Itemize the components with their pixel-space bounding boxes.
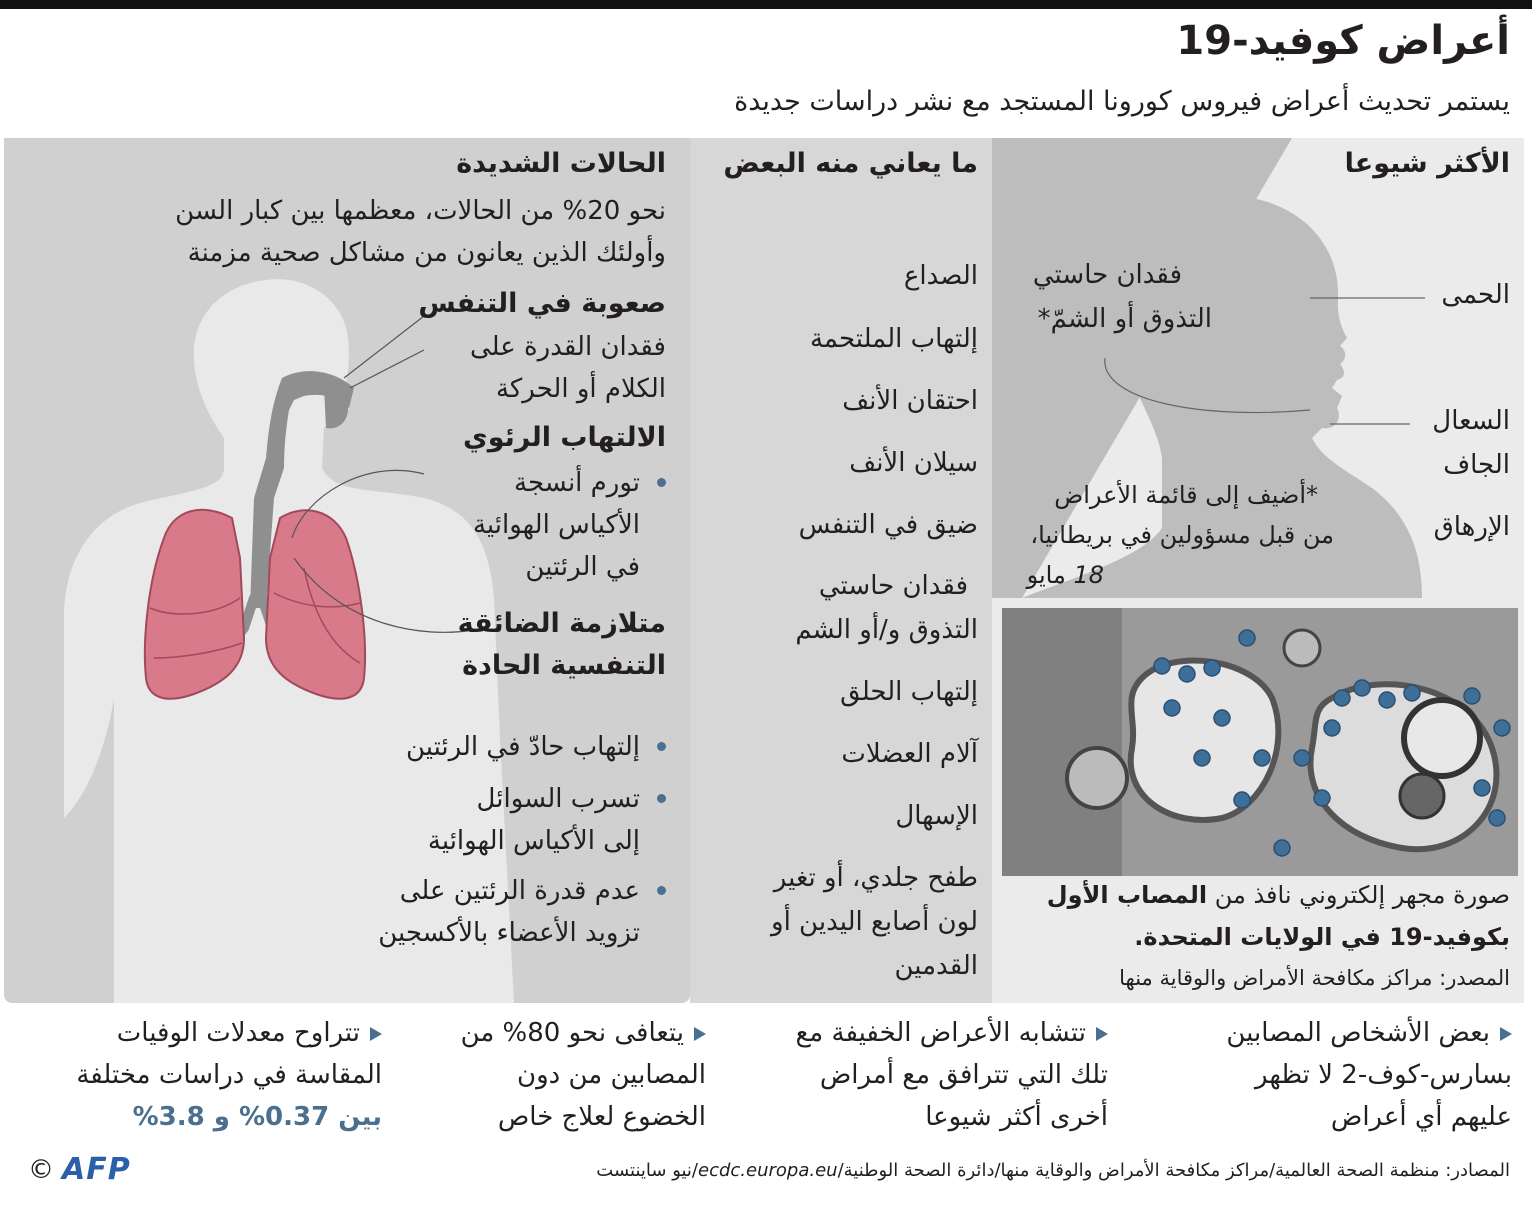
note-2-line-1: تتشابه الأعراض الخفيفة مع [795, 1018, 1086, 1048]
ards-heading-1: متلازمة الضائقة [457, 608, 666, 639]
severe-desc-1: نحو 20% من الحالات، معظمها بين كبار السن [175, 196, 666, 226]
electron-microscope-photo [1002, 608, 1518, 876]
breathing-difficulty-line-2: الكلام أو الحركة [495, 374, 666, 404]
severe-heading: الحالات الشديدة [456, 148, 666, 179]
sources-c: /نيو ساينتست [596, 1160, 698, 1181]
virus-image [1002, 608, 1518, 876]
panel-some-suffer [690, 138, 992, 1003]
note-2-line-2: تلك التي تترافق مع أمراض [819, 1060, 1108, 1090]
mortality-range: 0.37% و 3.8% [132, 1102, 330, 1132]
triangle-icon [694, 1027, 706, 1041]
breathing-difficulty-heading: صعوبة في التنفس [418, 288, 666, 319]
note-1-line-1: بعض الأشخاص المصابين [1226, 1018, 1490, 1048]
note-2-line-3: أخرى أكثر شيوعا [925, 1102, 1108, 1132]
bottom-note-asymptomatic [1226, 1012, 1512, 1138]
page-subtitle: يستمر تحديث أعراض فيروس كورونا المستجد مع نشر دراسات جديدة [734, 86, 1510, 117]
page-title: أعراض كوفيد-19 [1176, 18, 1510, 64]
pneumonia-bullet [473, 462, 666, 588]
note-line-3 [1027, 558, 1104, 592]
note-month: مايو [1026, 561, 1066, 589]
symptom-taste-1: فقدان حاستي [1032, 260, 1182, 290]
symptom-taste-2: التذوق أو الشمّ* [1037, 304, 1212, 334]
ards-bullet-2-line-1: تسرب السوائل [476, 784, 640, 814]
note-line-1: *أضيف إلى قائمة الأعراض [1054, 481, 1318, 509]
photo-caption-1a: صورة مجهر إلكتروني نافذ من [1207, 881, 1510, 909]
ards-bullet-3 [378, 870, 666, 954]
some-item-muscle-pain: آلام العضلات [841, 739, 978, 769]
sources-a: المصادر: منظمة الصحة العالمية/مراكز مكافحة الأمراض والوقاية منها/دائرة الصحة الوطنية/ [837, 1160, 1510, 1181]
common-heading: الأكثر شيوعا [1344, 148, 1510, 179]
some-item-diarrhea: الإسهال [895, 801, 978, 831]
some-item-taste-1: فقدان حاستي [818, 571, 968, 601]
note-4-line-3a: بين [329, 1102, 382, 1132]
photo-source: المصدر: مراكز مكافحة الأمراض والوقاية منها [1119, 966, 1510, 990]
pneumonia-line-2: الأكياس الهوائية [472, 510, 640, 540]
note-3-line-1: يتعافى نحو 80% من [460, 1018, 684, 1048]
bottom-note-mild [795, 1012, 1108, 1138]
note-4-line-1: تتراوح معدلات الوفيات [116, 1018, 360, 1048]
ards-bullet-3-line-1: عدم قدرة الرئتين على [399, 876, 640, 906]
severe-desc-2: وأولئك الذين يعانون من مشاكل صحية مزمنة [187, 238, 666, 268]
some-item-shortness-of-breath: ضيق في التنفس [798, 510, 978, 540]
some-item-rash-3: القدمين [894, 951, 978, 981]
bullet-dot [657, 742, 666, 751]
some-item-nasal-congestion: احتقان الأنف [842, 386, 978, 416]
copyright-symbol: © [28, 1154, 54, 1185]
some-item-conjunctivitis: إلتهاب الملتحمة [809, 324, 978, 354]
photo-caption-2: بكوفيد-19 في الولايات المتحدة. [1134, 923, 1510, 951]
note-3-line-2: المصابين من دون [517, 1060, 706, 1090]
note-3-line-3: الخضوع لعلاج خاص [497, 1102, 706, 1132]
ards-bullet-2-line-2: إلى الأكياس الهوائية [427, 826, 640, 856]
bottom-note-mortality [76, 1012, 382, 1138]
ards-bullet-2 [428, 778, 666, 862]
note-4-line-2: المقاسة في دراسات مختلفة [76, 1060, 382, 1090]
some-item-rash-2: لون أصابع اليدين أو [771, 907, 978, 937]
bottom-note-recovery [461, 1012, 706, 1138]
afp-logo-icon: AFP [62, 1152, 131, 1187]
ards-bullet-3-line-2: تزويد الأعضاء بالأكسجين [378, 918, 640, 948]
symptom-cough-1: السعال [1432, 406, 1510, 436]
some-heading: ما يعاني منه البعض [723, 148, 978, 179]
ards-heading-2: التنفسية الحادة [462, 650, 666, 681]
some-item-headache: الصداع [903, 261, 978, 291]
pneumonia-heading: الالتهاب الرئوي [462, 422, 666, 453]
pneumonia-line-3: في الرئتين [525, 552, 640, 582]
triangle-icon [1096, 1027, 1108, 1041]
bullet-dot [657, 794, 666, 803]
top-bar [0, 0, 1532, 9]
note-1-line-2: بسارس-كوف-2 لا تظهر [1255, 1060, 1512, 1090]
sources-b: ecdc.europa.eu [698, 1160, 838, 1181]
triangle-icon [370, 1027, 382, 1041]
afp-logo-block [28, 1152, 131, 1187]
symptom-cough-2: الجاف [1443, 450, 1510, 480]
photo-caption-1b: المصاب الأول [1046, 881, 1208, 909]
bullet-dot [657, 886, 666, 895]
sources-line [596, 1160, 1510, 1181]
some-item-runny-nose: سيلان الأنف [849, 448, 978, 478]
photo-caption-1 [1047, 878, 1510, 912]
triangle-icon [1500, 1027, 1512, 1041]
note-1-line-3: عليهم أي أعراض [1330, 1102, 1512, 1132]
ards-bullet-1-text: إلتهاب حادّ في الرئتين [405, 732, 640, 762]
breathing-difficulty-line-1: فقدان القدرة على [470, 332, 666, 362]
symptom-fever: الحمى [1441, 280, 1510, 310]
bullet-dot [657, 478, 666, 487]
note-line-2: من قبل مسؤولين في بريطانيا، [1030, 521, 1334, 549]
ards-bullet-1 [406, 726, 666, 768]
pneumonia-line-1: تورم أنسجة [514, 468, 640, 498]
some-item-sore-throat: إلتهاب الحلق [840, 677, 978, 707]
panel-severe [4, 138, 690, 1003]
symptom-fatigue: الإرهاق [1433, 512, 1510, 542]
some-item-taste-2: التذوق و/أو الشم [795, 615, 978, 645]
note-day: 18 [1073, 561, 1104, 589]
some-item-rash-1: طفح جلدي، أو تغير [773, 863, 978, 893]
